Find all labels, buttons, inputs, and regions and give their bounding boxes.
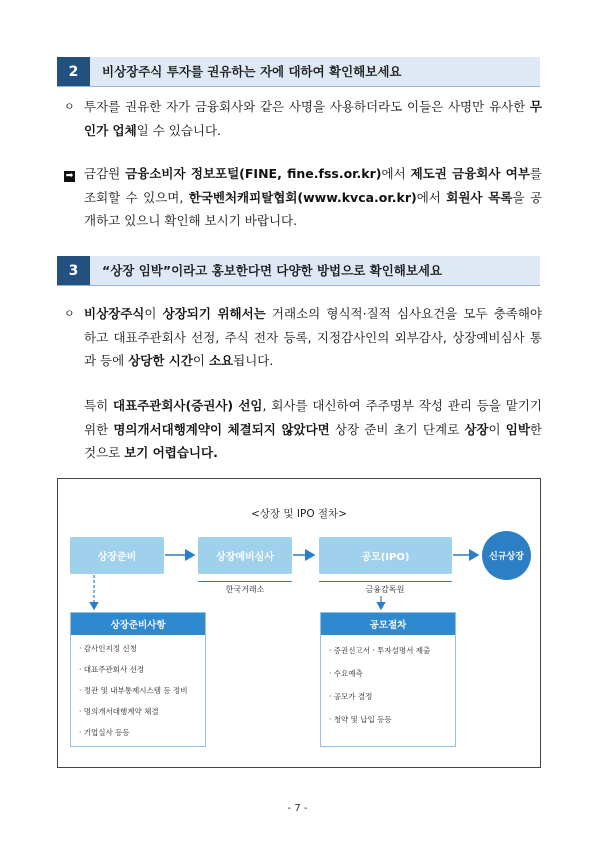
list-item: · 명의개서대행계약 체결	[79, 707, 159, 716]
paragraph-text	[64, 394, 542, 465]
bold-text: 상당한 시간	[128, 353, 193, 368]
section-number: 3	[57, 256, 90, 285]
text-run: , 회사를 대신하여 주주명부 작성 관리 등을 맡기기 위한	[84, 398, 543, 437]
page-number: - 7 -	[287, 803, 308, 814]
offering-steps-box	[320, 612, 456, 747]
text-run: 거래소의 형식적·질적 심사요건을 모두 충족해야 하고 대표주관회사 선정, 주식 전자 등록, 지정감사인의 외부감사, 상장예비심사 통과 등에	[84, 306, 542, 368]
bold-text: 명의개서대행계약이 체결되지 않았다면	[113, 421, 330, 437]
list-item: · 감사인지정 신청	[79, 644, 137, 653]
prep-items-box	[70, 612, 206, 747]
prep-items-header: 상장준비사항	[71, 613, 205, 635]
list-item: · 청약 및 납입 등등	[329, 715, 392, 724]
list-item: · 수요예측	[329, 669, 363, 678]
section-title: “상장 임박”이라고 홍보한다면 다양한 방법으로 확인해보세요	[102, 263, 443, 278]
underline	[319, 581, 452, 582]
underline	[198, 581, 292, 582]
section-title: 비상장주식 투자를 권유하는 자에 대하여 확인해보세요	[102, 64, 402, 79]
text-run: 투자를 권유한 자가 금융회사와 같은 사명을 사용하더라도 이들은 사명만 유사한	[84, 99, 530, 114]
text-run: 이	[192, 353, 209, 368]
bold-text: 한국벤처캐피탈협회(www.kvca.or.kr)	[188, 189, 417, 205]
prep-items-list	[71, 635, 205, 748]
text-run: 한 것으로	[84, 421, 542, 460]
paragraph-unlicensed	[64, 95, 542, 142]
text-run: 에서	[381, 166, 411, 181]
bold-text: 대표주관회사(증권사) 선임	[113, 398, 263, 413]
bold-text: 상장되기 위해서는	[162, 306, 266, 321]
paragraph-listing-requirements	[64, 302, 542, 373]
ipo-process-diagram	[57, 478, 541, 768]
bold-text: 무인가 업체	[84, 99, 542, 138]
text-run: 이	[144, 306, 163, 321]
list-item: · 기업실사 등등	[79, 728, 130, 737]
text-run: 특히	[84, 398, 114, 413]
section-2-header	[57, 57, 540, 87]
section-number: 2	[57, 57, 90, 86]
bold-text: 보기 어렵습니다.	[124, 445, 218, 460]
label-krx: 한국거래소	[225, 585, 265, 594]
text-run: 상장 준비 초기 단계로	[329, 421, 465, 437]
bullet-marker: ㅇ	[64, 100, 75, 113]
offering-steps-list	[321, 635, 455, 737]
paragraph-text	[64, 95, 542, 142]
bold-text: 회원사 목록	[446, 189, 513, 205]
paragraph-underwriter	[64, 394, 542, 465]
stage-public-offering: 공모(IPO)	[319, 537, 452, 574]
arrow-icon: ➡	[65, 171, 74, 181]
paragraph-check-fine	[64, 162, 542, 233]
final-listing-circle: 신규상장	[482, 531, 531, 580]
text-run: 금감원	[84, 166, 126, 181]
text-run: 이	[488, 421, 506, 437]
label-fss: 금융감독원	[365, 585, 405, 594]
text-run: 를 조회할 수 있으며,	[84, 166, 542, 205]
list-item: · 정관 및 내부통제시스템 등 정비	[79, 686, 188, 695]
list-item: · 대표주관회사 선정	[79, 665, 145, 674]
text-run: 에서	[416, 189, 447, 205]
text-run: 을 공개하고 있으니 확인해 보시기 바랍니다.	[84, 189, 543, 228]
stage-listing-prep: 상장준비	[70, 537, 164, 574]
bold-text: 임박	[505, 421, 530, 437]
list-item: · 공모가 결정	[329, 692, 373, 701]
paragraph-text	[64, 302, 542, 373]
bold-text: 금융소비자 정보포털(FINE, fine.fss.or.kr)	[125, 166, 382, 181]
bullet-marker: ㅇ	[64, 307, 75, 320]
text-run: 됩니다.	[233, 353, 274, 368]
list-item: · 증권신고서 · 투자설명서 제출	[329, 646, 431, 655]
bold-text: 소요	[208, 353, 234, 368]
section-3-header	[57, 256, 540, 286]
diagram-title: <상장 및 IPO 절차>	[250, 508, 348, 520]
paragraph-text	[64, 162, 542, 233]
text-run: 일 수 있습니다.	[136, 122, 222, 138]
stage-preliminary-review: 상장예비심사	[198, 537, 292, 574]
bold-text: 제도권 금융회사 여부	[410, 166, 530, 181]
bold-text: 비상장주식	[84, 306, 145, 321]
bold-text: 상장	[464, 421, 489, 437]
offering-steps-header: 공모절차	[321, 613, 455, 635]
